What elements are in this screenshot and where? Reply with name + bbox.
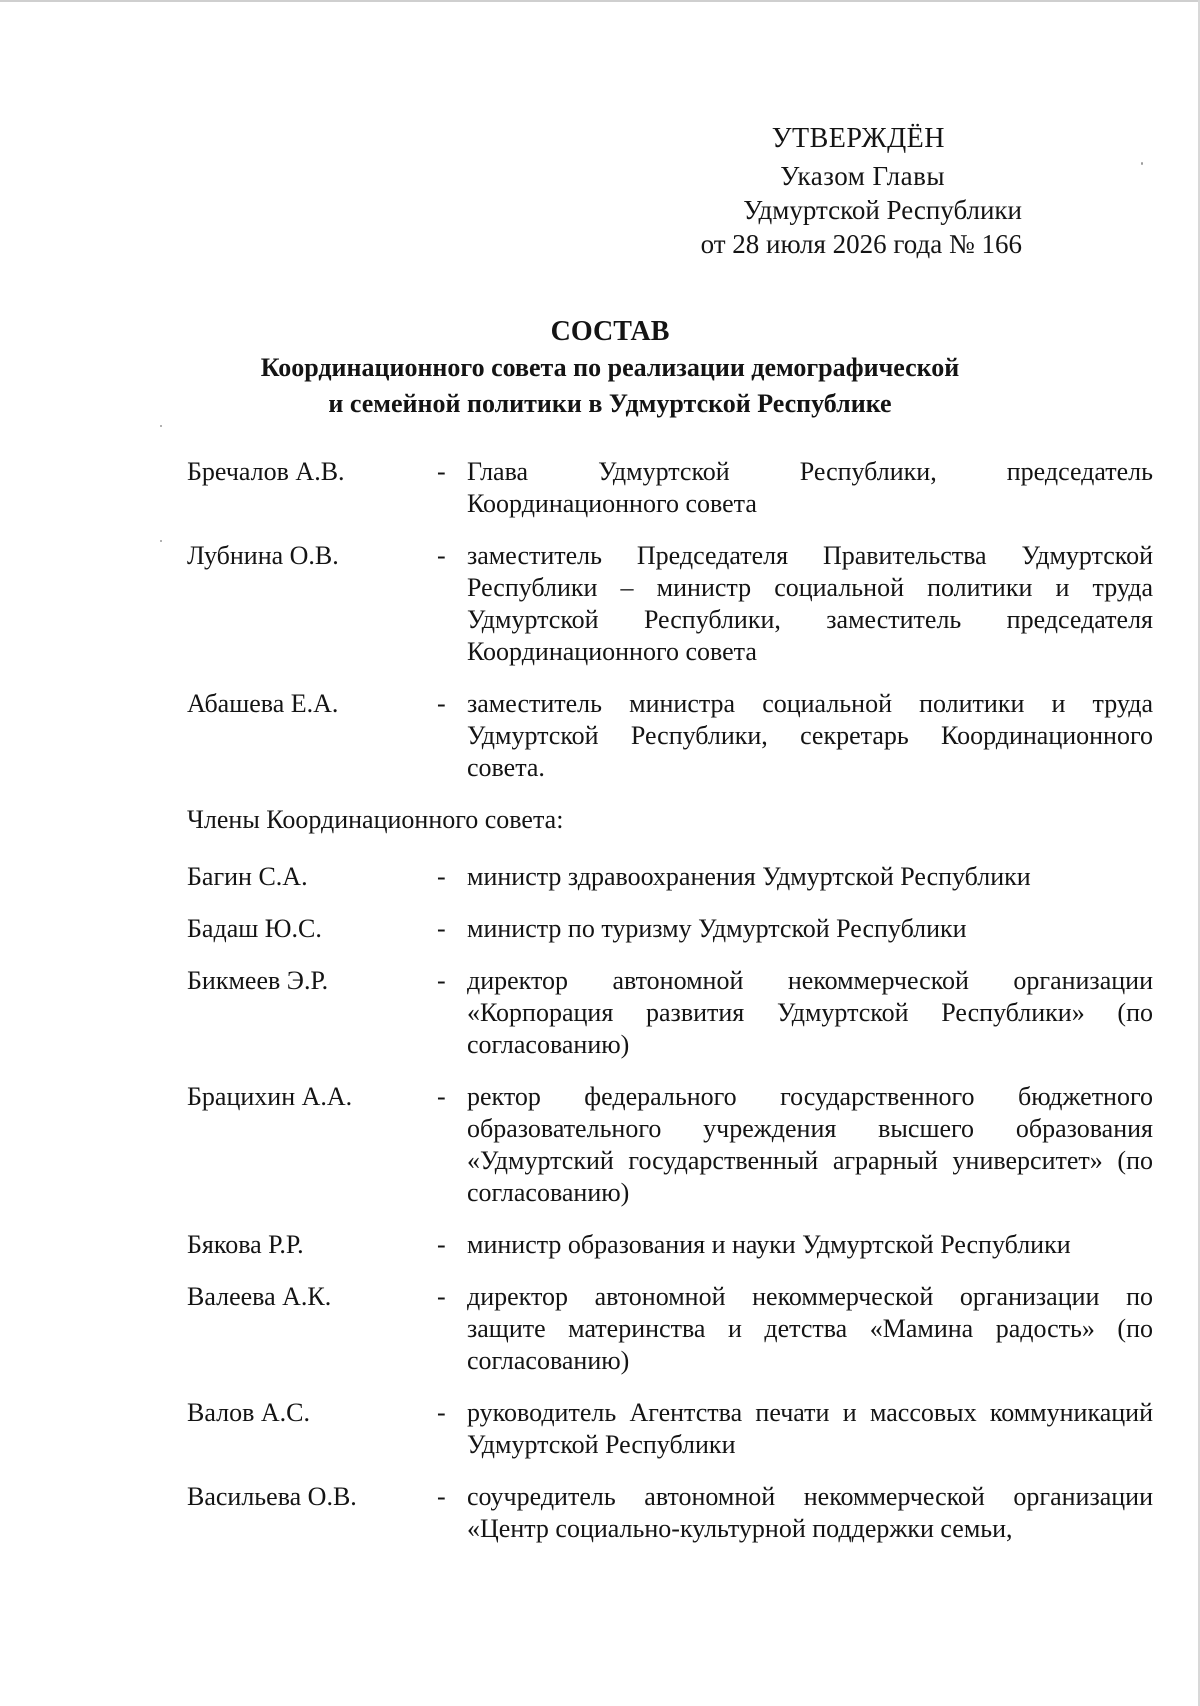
member-name: Бречалов А.В. xyxy=(187,457,345,486)
member-name: Багин С.А. xyxy=(187,862,308,891)
member-name: Брацихин А.А. xyxy=(187,1082,353,1111)
member-row xyxy=(187,1281,1153,1377)
member-position: министр образования и науки Удмуртской Республики xyxy=(467,1230,1071,1259)
member-row xyxy=(187,1397,1153,1461)
dash-separator: - xyxy=(437,1230,446,1259)
member-name: Лубнина О.В. xyxy=(187,541,339,570)
member-row xyxy=(187,540,1153,668)
document-title: СОСТАВ xyxy=(550,316,670,347)
member-position: заместитель Председателя Правительства Удмуртской Республики – министр социальной политики и труда Удмуртской Республики, заместитель председателя Координационного совета xyxy=(467,541,1153,666)
member-row xyxy=(187,861,1153,893)
dash-separator: - xyxy=(437,1398,446,1427)
members-list xyxy=(187,861,1153,1545)
member-name: Бякова Р.Р. xyxy=(187,1230,304,1259)
approval-stamp-block xyxy=(632,122,1032,261)
dash-separator: - xyxy=(437,541,446,570)
approval-title: УТВЕРЖДЁН xyxy=(771,123,945,154)
member-name: Бадаш Ю.С. xyxy=(187,914,322,943)
dash-separator: - xyxy=(437,457,446,486)
member-row xyxy=(187,913,1153,945)
member-position: министр по туризму Удмуртской Республики xyxy=(467,914,967,943)
member-name: Валеева А.К. xyxy=(187,1282,332,1311)
member-row xyxy=(187,688,1153,784)
member-row xyxy=(187,1481,1153,1545)
dash-separator: - xyxy=(437,689,446,718)
member-name: Валов А.С. xyxy=(187,1398,310,1427)
scan-speck xyxy=(1141,162,1143,165)
leadership-list xyxy=(187,456,1153,784)
member-row xyxy=(187,1229,1153,1261)
dash-separator: - xyxy=(437,966,446,995)
dash-separator: - xyxy=(437,862,446,891)
council-composition xyxy=(187,456,1153,1565)
scan-speck xyxy=(160,540,162,542)
member-name: Васильева О.В. xyxy=(187,1482,357,1511)
member-position: заместитель министра социальной политики и труда Удмуртской Республики, секретарь Координационного совета. xyxy=(467,689,1153,782)
member-position: Глава Удмуртской Республики, председатель Координационного совета xyxy=(467,457,1153,518)
dash-separator: - xyxy=(437,1082,446,1111)
dash-separator: - xyxy=(437,1482,446,1511)
member-row xyxy=(187,965,1153,1061)
document-subtitle-line-1: Координационного совета по реализации демографической xyxy=(260,353,960,382)
approval-line-1: Указом Главы xyxy=(780,161,945,191)
member-position: директор автономной некоммерческой организации по защите материнства и детства «Мамина радость» (по согласованию) xyxy=(467,1282,1153,1375)
member-position: министр здравоохранения Удмуртской Республики xyxy=(467,862,1031,891)
member-position: ректор федерального государственного бюджетного образовательного учреждения высшего образования «Удмуртский государственный аграрный университет» (по согласованию) xyxy=(467,1082,1153,1207)
member-row xyxy=(187,1081,1153,1209)
member-position: директор автономной некоммерческой организации «Корпорация развития Удмуртской Республики» (по согласованию) xyxy=(467,966,1153,1059)
approval-line-3: от 28 июля 2026 года № 166 xyxy=(700,229,1022,259)
dash-separator: - xyxy=(437,914,446,943)
approval-line-2: Удмуртской Республики xyxy=(743,195,1022,225)
member-name: Бикмеев Э.Р. xyxy=(187,966,329,995)
member-name: Абашева Е.А. xyxy=(187,689,339,718)
member-position: руководитель Агентства печати и массовых коммуникаций Удмуртской Республики xyxy=(467,1398,1153,1459)
dash-separator: - xyxy=(437,1282,446,1311)
document-heading xyxy=(180,314,1040,422)
member-position: соучредитель автономной некоммерческой организации «Центр социально-культурной поддержки семьи, xyxy=(467,1482,1153,1543)
member-row xyxy=(187,456,1153,520)
members-label: Члены Координационного совета: xyxy=(187,805,564,834)
document-subtitle-line-2: и семейной политики в Удмуртской Республике xyxy=(328,389,892,418)
scan-speck xyxy=(160,425,162,427)
scan-edge-top xyxy=(0,0,1200,2)
